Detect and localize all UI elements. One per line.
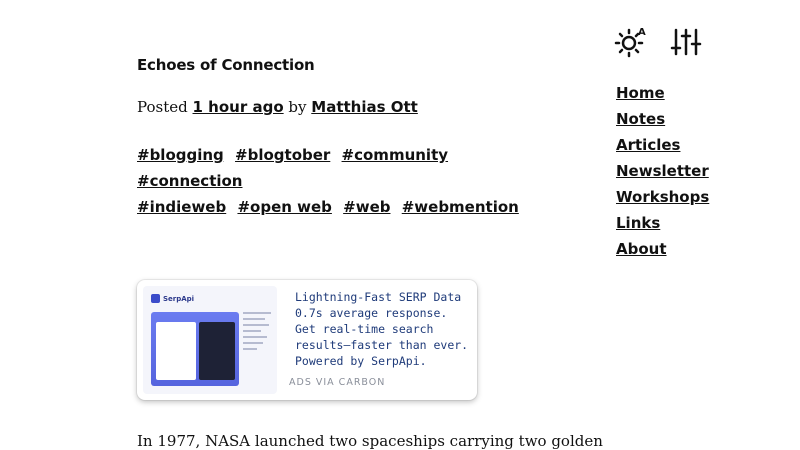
tag-link[interactable]: #blogtober (235, 146, 331, 164)
post-meta (137, 98, 418, 116)
ad-text[interactable]: Lightning-Fast SERP Data 0.7s average response. Get real-time search results—faster than ever. Powered by SerpApi. (295, 290, 469, 368)
nav-about[interactable]: About (616, 240, 667, 258)
main-nav (616, 80, 709, 262)
nav-home[interactable]: Home (616, 84, 665, 102)
nav-newsletter[interactable]: Newsletter (616, 162, 709, 180)
ad-side-lines (243, 312, 273, 354)
post-time-link[interactable]: 1 hour ago (192, 98, 284, 116)
tag-link[interactable]: #open web (237, 198, 332, 216)
ad-screenshot (151, 312, 239, 386)
tag-link[interactable]: #web (343, 198, 391, 216)
ad-brand: SerpApi (163, 294, 195, 303)
tag-link[interactable]: #connection (137, 172, 243, 190)
posted-label: Posted (137, 98, 188, 116)
article-body-text: In 1977, NASA launched two spaceships carrying two golden (137, 432, 603, 450)
post-title: Echoes of Connection (137, 56, 315, 74)
tag-list (137, 142, 557, 220)
tag-link[interactable]: #webmention (401, 198, 519, 216)
nav-articles[interactable]: Articles (616, 136, 681, 154)
theme-auto-icon[interactable] (614, 26, 648, 58)
toolbar (614, 26, 704, 58)
tag-link[interactable]: #community (341, 146, 449, 164)
tag-link[interactable]: #indieweb (137, 198, 227, 216)
tag-link[interactable]: #blogging (137, 146, 224, 164)
svg-text:A: A (638, 27, 646, 38)
sliders-icon[interactable] (670, 26, 704, 58)
author-link[interactable]: Matthias Ott (311, 98, 418, 116)
by-label: by (288, 98, 307, 116)
serpapi-logo (151, 294, 194, 303)
nav-links[interactable]: Links (616, 214, 661, 232)
nav-notes[interactable]: Notes (616, 110, 666, 128)
nav-workshops[interactable]: Workshops (616, 188, 710, 206)
ad-image[interactable] (143, 286, 277, 394)
carbon-ad[interactable] (137, 280, 477, 400)
ad-via-carbon[interactable]: ADS VIA CARBON (289, 377, 386, 388)
